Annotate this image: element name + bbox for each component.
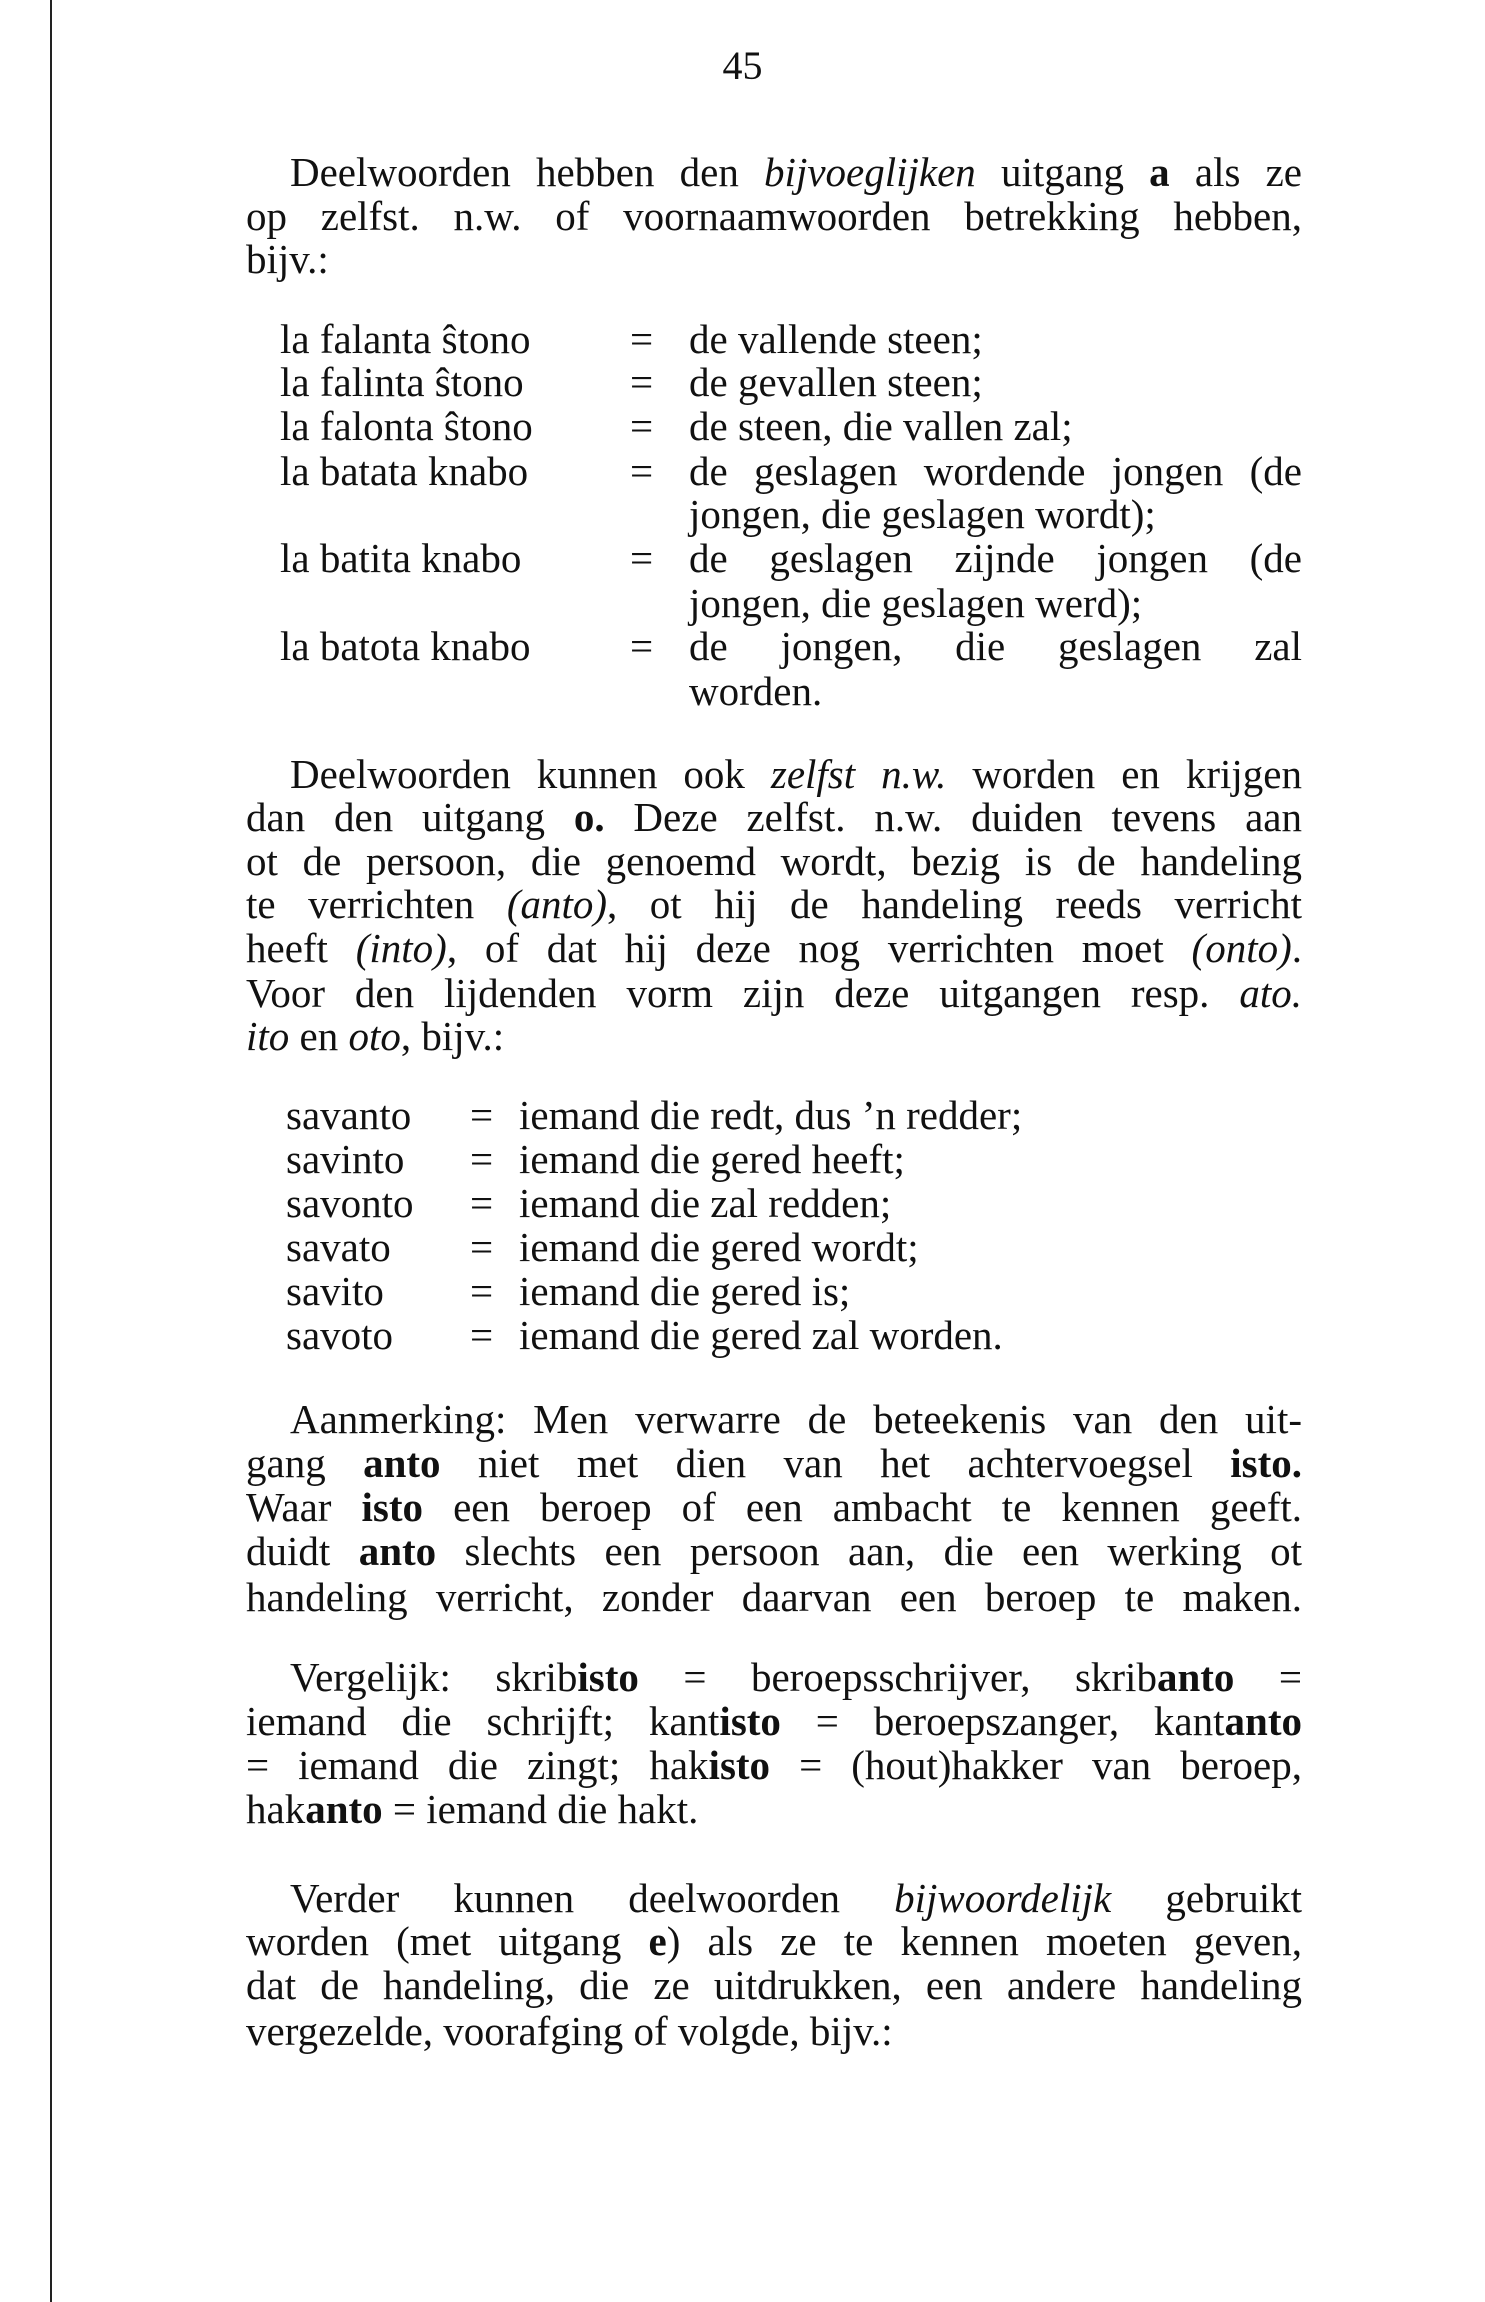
bold-text: isto [361,1484,424,1530]
text-run: = beroepszanger, kant [780,1698,1225,1744]
text-run: Voor den lijdenden vorm zijn deze uitgangen resp. [246,970,1240,1016]
equals-sign [630,536,653,580]
text-run: la falanta ŝtono [280,316,531,362]
para2-line [246,971,1302,1015]
text-run: = [630,448,654,494]
para2-line [246,795,1302,839]
text-run: la batata knabo [280,448,529,494]
italic-text: (anto) [506,881,608,927]
italic-text: bijwoordelijk [894,1875,1112,1921]
definition [519,1269,850,1313]
para1-line [246,194,1302,238]
para5-line [246,1963,1302,2007]
para2-line [290,752,1302,796]
bold-text: isto [719,1698,781,1744]
definition [689,624,1302,668]
text-run: = [470,1136,494,1182]
text-run: iemand die zal redden; [519,1180,892,1226]
equals-sign [630,449,653,493]
text-run: Deze zelfst. n.w. duiden tevens aan [604,794,1302,840]
para4-line [246,1743,1302,1787]
text-run: = iemand die hakt. [382,1786,699,1832]
text-run: la falonta ŝtono [280,403,533,449]
text-run: = [630,359,654,405]
text-run: ) als ze te kennen moeten geven, [666,1918,1302,1964]
text-run: = (hout)hakker van beroep, [770,1742,1302,1788]
text-run: de geslagen zijnde jongen (de [689,535,1302,581]
italic-text: zelfst n.w. [770,751,947,797]
page-number: 45 [722,43,763,88]
text-run: . [1291,925,1302,971]
definition [519,1137,905,1181]
text-run: jongen, die geslagen werd); [689,580,1143,626]
text-run: Vergelijk: skrib [290,1654,578,1700]
text-run: slechts een persoon aan, die een werking ot [436,1528,1302,1574]
term [280,449,528,493]
text-run: = [470,1224,494,1270]
bold-text: o. [573,794,605,840]
text-run: = iemand die zingt; hak [246,1742,709,1788]
bold-text: a [1149,149,1170,195]
equals-sign [470,1137,493,1181]
italic-text: bijvoeglijken [764,149,976,195]
term [286,1225,391,1269]
term [280,360,524,404]
bold-text: anto [363,1440,441,1486]
text-run: bijv.: [246,236,329,282]
para3-line [246,1529,1302,1573]
text-run: gebruikt [1111,1875,1302,1921]
text-run: ot de persoon, die genoemd wordt, bezig is de handeling [246,838,1302,884]
definition [519,1313,1003,1357]
text-run: savito [286,1268,384,1314]
text-run: de gevallen steen; [689,359,983,405]
text-run: = beroepsschrijver, skrib [638,1654,1157,1700]
text-run: iemand die gered zal worden. [519,1312,1003,1358]
text-run: iemand die schrijft; kant [246,1698,720,1744]
definition [689,581,1302,625]
italic-text: (onto) [1191,925,1292,971]
equals-sign [630,317,653,361]
equals-sign [470,1269,493,1313]
para5-line [246,1919,1302,1963]
text-run: savonto [286,1180,414,1226]
para5-line [290,1876,1302,1920]
text-run: de vallende steen; [689,316,983,362]
equals-sign [630,404,653,448]
equals-sign [470,1225,493,1269]
definition [519,1093,1022,1137]
definition [689,317,1302,361]
text-run: Waar [246,1484,362,1530]
text-run: , bijv.: [400,1013,505,1059]
para1-line [246,237,1302,281]
text-run: duidt [246,1528,359,1574]
bold-text: isto. [1230,1440,1302,1486]
bold-text: e [648,1918,667,1964]
italic-text: (into) [355,925,447,971]
para3-line [246,1485,1302,1529]
term [280,317,530,361]
term [286,1313,393,1357]
term [286,1181,414,1225]
text-run: = [1234,1654,1303,1700]
definition [689,669,1302,713]
para3-line [246,1575,1302,1619]
text-run: en [289,1013,349,1059]
equals-sign [630,624,653,668]
text-run: savanto [286,1092,412,1138]
bold-text: anto [1224,1698,1302,1744]
text-run: vergezelde, voorafging of volgde, bijv.: [246,2008,893,2054]
text-run: savinto [286,1136,405,1182]
text-run: = [470,1312,494,1358]
term [280,404,533,448]
para2-line [246,839,1302,883]
definition [519,1181,891,1225]
definition [689,449,1302,493]
text-run: savoto [286,1312,394,1358]
text-run: , ot hij de handeling reeds verricht [607,881,1302,927]
text-run: Verder kunnen deelwoorden [290,1875,895,1921]
text-run: Aanmerking: Men verwarre de beteekenis van den uit- [290,1396,1302,1442]
definition [689,492,1302,536]
term [280,624,530,668]
text-run: iemand die gered is; [519,1268,851,1314]
equals-sign [630,360,653,404]
text-run: Deelwoorden hebben den [290,149,765,195]
text-run: worden en krijgen [946,751,1302,797]
text-run: heeft [246,925,356,971]
text-run: = [470,1180,494,1226]
italic-text: ito [246,1013,290,1059]
text-run: op zelfst. n.w. of voornaamwoorden betrekking hebben, [246,193,1302,239]
text-run: iemand die gered wordt; [519,1224,919,1270]
text-run: uitgang [975,149,1150,195]
definition [519,1225,919,1269]
bold-text: anto [305,1786,383,1832]
definition [689,536,1302,580]
text-run: = [470,1092,494,1138]
page-edge-line [50,0,52,2302]
text-run: de jongen, die geslagen zal [689,623,1302,669]
text-run: handeling verricht, zonder daarvan een beroep te maken. [246,1574,1302,1620]
para2-line [246,882,1302,926]
text-run: la falinta ŝtono [280,359,524,405]
para3-line [290,1397,1302,1441]
text-run: hak [246,1786,306,1832]
term [286,1137,404,1181]
text-run: Deelwoorden kunnen ook [290,751,771,797]
equals-sign [470,1181,493,1225]
para2-line [246,1014,1302,1058]
text-run: worden. [689,668,823,714]
text-run: te verrichten [246,881,507,927]
bold-text: anto [358,1528,437,1574]
text-run: iemand die gered heeft; [519,1136,905,1182]
text-run: gang [246,1440,364,1486]
text-run: , of dat hij deze nog verrichten moet [446,925,1192,971]
text-run: = [630,623,654,669]
text-run: als ze [1169,149,1303,195]
term [286,1269,384,1313]
definition [689,404,1302,448]
text-run: iemand die redt, dus ’n redder; [519,1092,1023,1138]
term [286,1093,411,1137]
text-run: een beroep of een ambacht te kennen geeft. [423,1484,1303,1530]
text-run: worden (met uitgang [246,1918,649,1964]
text-run: dat de handeling, die ze uitdrukken, een andere handeling [246,1962,1302,2008]
para2-line [246,926,1302,970]
para4-line [290,1655,1302,1699]
para5-line [246,2009,1302,2053]
para1-line [290,150,1302,194]
bold-text: anto [1156,1654,1235,1700]
text-run: = [630,535,654,581]
definition [689,360,1302,404]
bold-text: isto [577,1654,639,1700]
equals-sign [470,1313,493,1357]
para3-line [246,1441,1302,1485]
text-run: de steen, die vallen zal; [689,403,1073,449]
text-run: niet met dien van het achtervoegsel [440,1440,1231,1486]
text-run: la batita knabo [280,535,522,581]
equals-sign [470,1093,493,1137]
text-run: = [630,316,654,362]
italic-text: ato. [1239,970,1302,1016]
text-run: la batota knabo [280,623,531,669]
term [280,536,521,580]
text-run: = [630,403,654,449]
text-run: de geslagen wordende jongen (de [689,448,1302,494]
text-run: dan den uitgang [246,794,574,840]
italic-text: oto [348,1013,401,1059]
para4-line [246,1699,1302,1743]
bold-text: isto [708,1742,771,1788]
text-run: savato [286,1224,391,1270]
para4-line [246,1787,1302,1831]
text-run: = [470,1268,494,1314]
text-run: jongen, die geslagen wordt); [689,491,1156,537]
